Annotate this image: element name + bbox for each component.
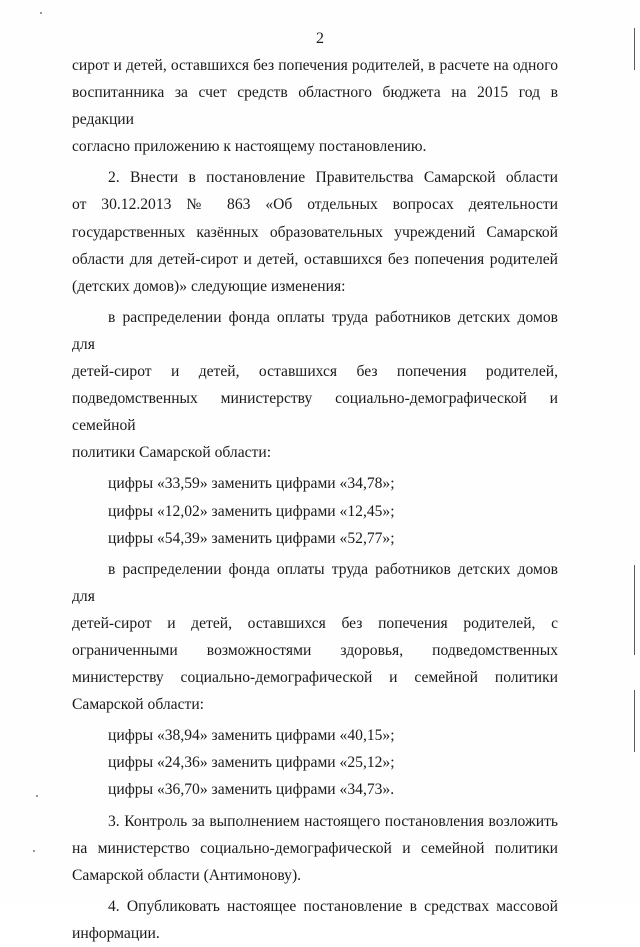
replacement-item: цифры «24,36» заменить цифрами «25,12»;: [108, 754, 395, 772]
body-line: 3. Контроль за выполнением настоящего постановления возложить: [108, 812, 558, 830]
replacement-item: цифры «12,02» заменить цифрами «12,45»;: [108, 502, 395, 520]
scan-speck: [33, 850, 35, 852]
body-line: подведомственных министерству социально-демографической и семейной: [72, 390, 558, 435]
body-line: государственных казённых образовательных учреждений Самарской: [72, 223, 558, 241]
body-line: Самарской области (Антимонову).: [72, 866, 302, 884]
body-line: детей-сирот и детей, оставшихся без попечения родителей, с: [72, 614, 558, 632]
body-line: в распределении фонда оплаты труда работников детских домов для: [72, 560, 558, 605]
body-line: согласно приложению к настоящему постановлению.: [72, 138, 427, 156]
body-line: в распределении фонда оплаты труда работников детских домов для: [72, 308, 558, 353]
document-body: [72, 52, 558, 947]
body-line: 2. Внести в постановление Правительства Самарской области: [108, 169, 558, 187]
scan-speck: [40, 12, 42, 14]
scan-speck: [36, 795, 38, 797]
body-line: сирот и детей, оставшихся без попечения родителей, в расчете на одного: [72, 57, 558, 74]
scan-edge-line: [634, 690, 635, 752]
body-line: ограниченными возможностями здоровья, подведомственных: [72, 641, 558, 659]
page-number: 2: [316, 30, 324, 47]
body-line: 4. Опубликовать настоящее постановление в средствах массовой: [108, 897, 558, 915]
body-line: (детских домов)» следующие изменения:: [72, 277, 346, 295]
body-line: детей-сирот и детей, оставшихся без попечения родителей,: [72, 363, 558, 381]
replacement-item: цифры «54,39» заменить цифрами «52,77»;: [108, 529, 395, 547]
body-line: министерству социально-демографической и семейной политики: [72, 669, 558, 687]
body-line: информации.: [72, 924, 160, 942]
replacement-item: цифры «33,59» заменить цифрами «34,78»;: [108, 475, 395, 493]
body-line: воспитанника за счет средств областного бюджета на 2015 год в редакции: [72, 84, 558, 129]
scan-edge-line: [634, 28, 635, 70]
body-line: области для детей-сирот и детей, оставшихся без попечения родителей: [72, 250, 558, 268]
replacement-item: цифры «38,94» заменить цифрами «40,15»;: [108, 727, 395, 745]
body-line: на министерство социально-демографической и семейной политики: [72, 839, 558, 857]
body-line: Самарской области:: [72, 696, 205, 714]
scan-edge-line: [634, 565, 635, 655]
body-line: политики Самарской области:: [72, 444, 272, 462]
replacement-item: цифры «36,70» заменить цифрами «34,73».: [108, 781, 395, 799]
body-line: от 30.12.2013 № 863 «Об отдельных вопросах деятельности: [72, 196, 558, 214]
